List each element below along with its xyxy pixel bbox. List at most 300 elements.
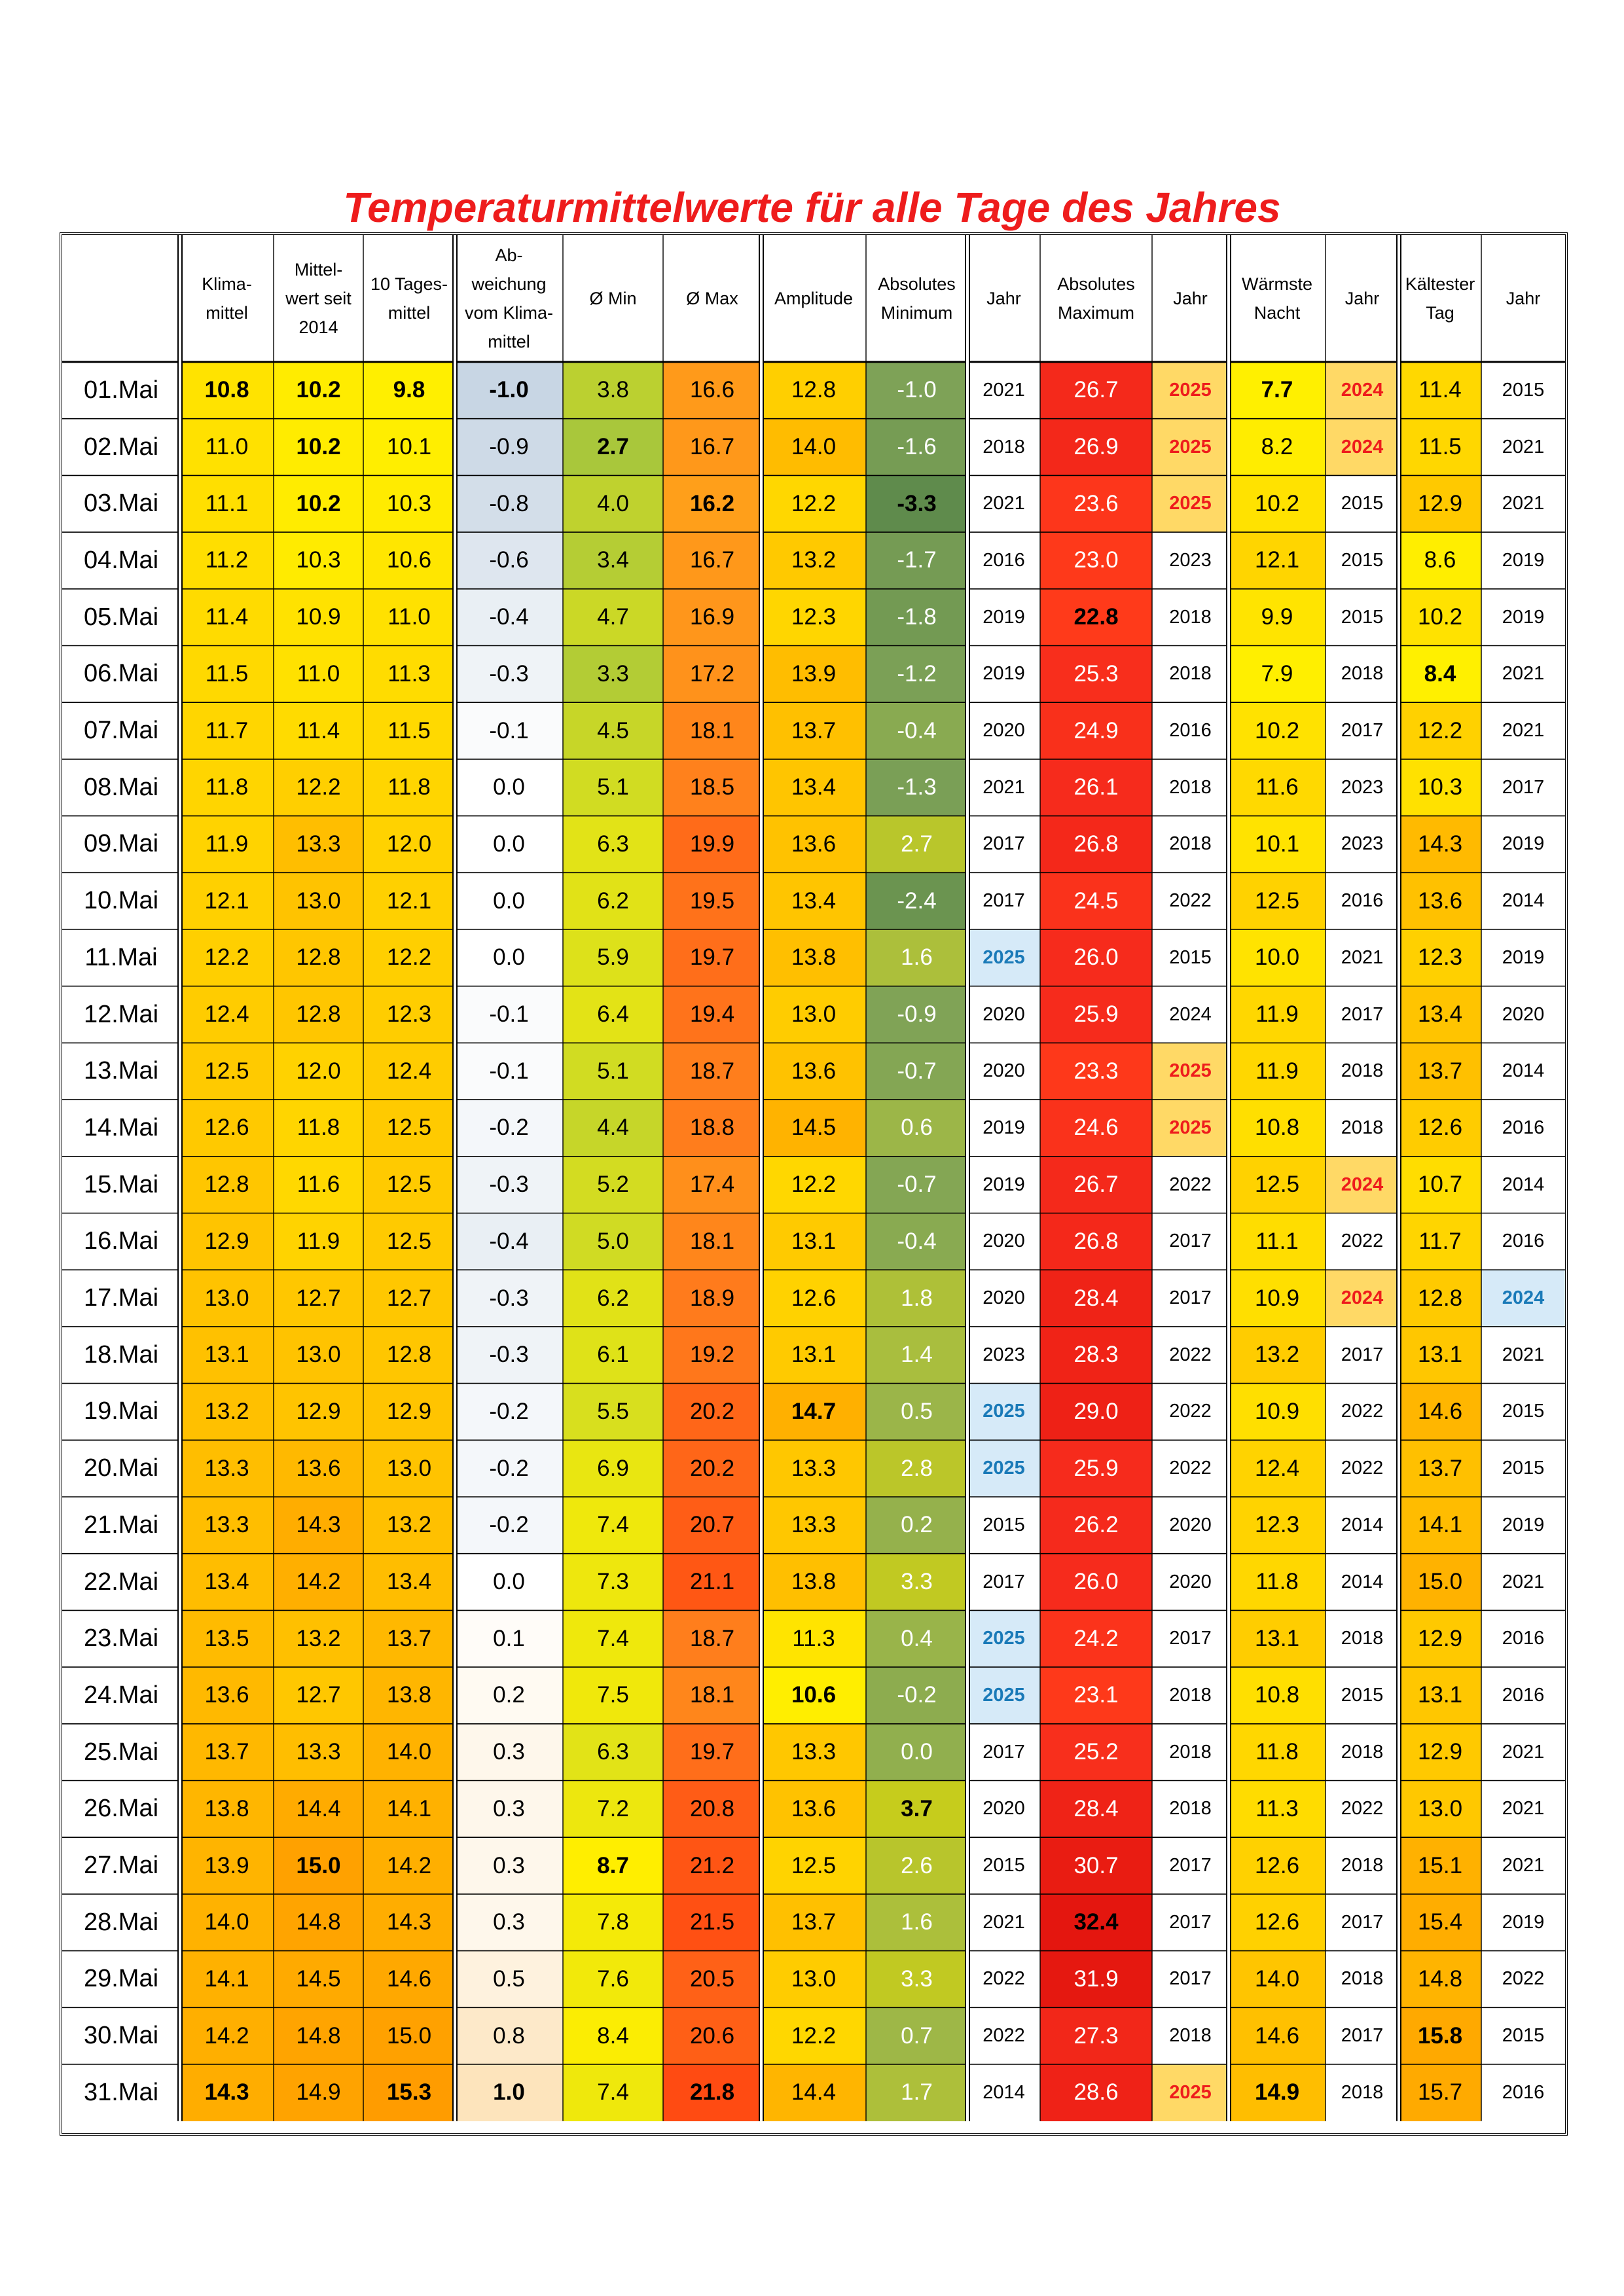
waermste-nacht-cell: 10.2 [1229,475,1326,532]
warm-jahr-cell: 2022 [1326,1781,1399,1838]
absmin-jahr-cell: 2016 [967,532,1040,589]
waermste-nacht-cell: 10.0 [1229,929,1326,986]
tagesmittel-10-cell: 12.9 [363,1384,455,1441]
tagesmittel-10-cell: 10.1 [363,419,455,476]
warm-jahr-cell: 2014 [1326,1497,1399,1554]
date-cell: 30.Mai [62,2007,180,2064]
abweichung-cell: -0.3 [455,1327,563,1384]
klimamittel-cell: 13.2 [180,1384,274,1441]
abweichung-cell: -0.3 [455,1270,563,1327]
absolutes-maximum-cell: 22.8 [1040,589,1152,646]
absmin-jahr-cell: 2025 [967,929,1040,986]
absolutes-minimum-cell: -0.2 [866,1667,967,1724]
tagesmittel-10-cell: 12.3 [363,986,455,1043]
abweichung-cell: 0.0 [455,1554,563,1611]
absmax-jahr-cell: 2022 [1152,872,1229,929]
absolutes-minimum-cell: 1.8 [866,1270,967,1327]
waermste-nacht-cell: 7.7 [1229,362,1326,419]
absolutes-maximum-cell: 23.3 [1040,1043,1152,1100]
waermste-nacht-cell: 13.1 [1229,1610,1326,1667]
min-cell: 4.4 [563,1100,663,1157]
kalt-jahr-cell: 2021 [1481,419,1565,476]
amplitude-cell: 13.6 [761,1781,866,1838]
klimamittel-cell: 13.9 [180,1837,274,1894]
absolutes-minimum-cell: -0.4 [866,702,967,759]
kaeltester-tag-cell: 12.3 [1399,929,1481,986]
date-cell: 13.Mai [62,1043,180,1100]
max-cell: 20.5 [663,1951,761,2008]
max-cell: 18.8 [663,1100,761,1157]
max-cell: 19.9 [663,816,761,873]
date-cell: 10.Mai [62,872,180,929]
klimamittel-cell: 13.7 [180,1724,274,1781]
kaeltester-tag-cell: 12.2 [1399,702,1481,759]
waermste-nacht-cell: 7.9 [1229,646,1326,703]
amplitude-cell: 13.7 [761,1894,866,1951]
waermste-nacht-cell: 12.5 [1229,1157,1326,1213]
max-cell: 19.7 [663,1724,761,1781]
absolutes-minimum-cell: 0.4 [866,1610,967,1667]
kalt-jahr-cell: 2022 [1481,1951,1565,2008]
amplitude-cell: 12.2 [761,1157,866,1213]
kalt-jahr-cell: 2016 [1481,1213,1565,1270]
min-header: Ø Min [563,235,663,362]
waermste-nacht-cell: 14.9 [1229,2064,1326,2121]
waermste-nacht-header: Wärmste Nacht [1229,235,1326,362]
kaeltester-tag-cell: 8.6 [1399,532,1481,589]
absmax-jahr-cell: 2018 [1152,816,1229,873]
absmax-jahr-cell: 2025 [1152,419,1229,476]
abweichung-cell: 0.0 [455,929,563,986]
kaeltester-tag-cell: 13.7 [1399,1440,1481,1497]
date-cell: 23.Mai [62,1610,180,1667]
absmax-jahr-cell: 2022 [1152,1157,1229,1213]
absmin-jahr-cell: 2021 [967,475,1040,532]
absolutes-maximum-cell: 25.9 [1040,986,1152,1043]
max-cell: 16.7 [663,532,761,589]
warm-jahr-cell: 2017 [1326,702,1399,759]
absmax-jahr-cell: 2025 [1152,362,1229,419]
mittelwert-2014-cell: 11.9 [274,1213,363,1270]
absolutes-minimum-cell: 0.6 [866,1100,967,1157]
date-cell: 29.Mai [62,1951,180,2008]
max-cell: 16.9 [663,589,761,646]
kalt-jahr-cell: 2019 [1481,1497,1565,1554]
absolutes-minimum-cell: 1.7 [866,2064,967,2121]
mittelwert-2014-cell: 14.9 [274,2064,363,2121]
absmax-jahr-cell: 2018 [1152,1781,1229,1838]
tagesmittel-10-cell: 13.2 [363,1497,455,1554]
abweichung-cell: -0.1 [455,1043,563,1100]
absmin-jahr-cell: 2025 [967,1384,1040,1441]
klimamittel-header: Klima- mittel [180,235,274,362]
absmax-jahr-cell: 2018 [1152,646,1229,703]
absolutes-minimum-cell: -0.4 [866,1213,967,1270]
absolutes-minimum-cell: 3.7 [866,1781,967,1838]
absmax-jahr-cell: 2017 [1152,1610,1229,1667]
date-cell: 20.Mai [62,1440,180,1497]
tagesmittel-10-cell: 13.4 [363,1554,455,1611]
absolutes-minimum-cell: -0.7 [866,1157,967,1213]
max-cell: 21.1 [663,1554,761,1611]
tagesmittel-10-cell: 11.3 [363,646,455,703]
max-cell: 21.5 [663,1894,761,1951]
min-cell: 5.5 [563,1384,663,1441]
min-cell: 6.3 [563,816,663,873]
mittelwert-2014-cell: 14.8 [274,2007,363,2064]
absmax-jahr-cell: 2018 [1152,1667,1229,1724]
tagesmittel-10-cell: 12.5 [363,1157,455,1213]
tagesmittel-10-cell: 9.8 [363,362,455,419]
absolutes-minimum-cell: -1.6 [866,419,967,476]
mittelwert-2014-cell: 10.2 [274,419,363,476]
mittelwert-2014-cell: 12.7 [274,1667,363,1724]
min-cell: 5.1 [563,1043,663,1100]
amplitude-cell: 12.2 [761,2007,866,2064]
absolutes-maximum-cell: 25.3 [1040,646,1152,703]
absmax-jahr-cell: 2015 [1152,929,1229,986]
max-cell: 18.9 [663,1270,761,1327]
warm-jahr-cell: 2014 [1326,1554,1399,1611]
amplitude-cell: 13.0 [761,986,866,1043]
kaeltester-tag-cell: 15.0 [1399,1554,1481,1611]
kaeltester-tag-cell: 12.6 [1399,1100,1481,1157]
kaeltester-tag-cell: 14.1 [1399,1497,1481,1554]
absmax-jahr-cell: 2020 [1152,1497,1229,1554]
amplitude-cell: 12.5 [761,1837,866,1894]
absmax-jahr-cell: 2020 [1152,1554,1229,1611]
date-cell: 06.Mai [62,646,180,703]
kalt-jahr-cell: 2014 [1481,872,1565,929]
tagesmittel-10-cell: 13.7 [363,1610,455,1667]
absmax-jahr-cell: 2016 [1152,702,1229,759]
absolutes-maximum-cell: 26.8 [1040,1213,1152,1270]
max-cell: 18.7 [663,1610,761,1667]
date-cell: 01.Mai [62,362,180,419]
waermste-nacht-cell: 12.1 [1229,532,1326,589]
absolutes-maximum-cell: 28.4 [1040,1781,1152,1838]
waermste-nacht-cell: 11.6 [1229,759,1326,816]
absolutes-maximum-cell: 26.0 [1040,1554,1152,1611]
absolutes-minimum-cell: 1.4 [866,1327,967,1384]
absmax-jahr-cell: 2025 [1152,2064,1229,2121]
amplitude-cell: 13.0 [761,1951,866,2008]
date-cell: 16.Mai [62,1213,180,1270]
waermste-nacht-cell: 11.8 [1229,1554,1326,1611]
amplitude-cell: 13.4 [761,872,866,929]
mittelwert-2014-cell: 10.2 [274,362,363,419]
kalt-jahr-cell: 2019 [1481,816,1565,873]
warm-jahr-cell: 2024 [1326,419,1399,476]
klimamittel-cell: 11.1 [180,475,274,532]
date-cell: 02.Mai [62,419,180,476]
date-cell: 11.Mai [62,929,180,986]
absmin-jahr-cell: 2025 [967,1667,1040,1724]
date-cell: 24.Mai [62,1667,180,1724]
page-title: Temperaturmittelwerte für alle Tage des Jahres [343,184,1281,231]
max-cell: 16.7 [663,419,761,476]
mittelwert-2014-cell: 14.3 [274,1497,363,1554]
date-header [62,235,180,362]
tagesmittel-10-cell: 11.8 [363,759,455,816]
min-cell: 7.4 [563,1610,663,1667]
warm-jahr-cell: 2017 [1326,986,1399,1043]
warm-jahr-cell: 2018 [1326,2064,1399,2121]
mittelwert-2014-cell: 13.3 [274,1724,363,1781]
absolutes-maximum-cell: 26.2 [1040,1497,1152,1554]
max-cell: 17.4 [663,1157,761,1213]
waermste-nacht-cell: 10.1 [1229,816,1326,873]
kalt-jahr-cell: 2014 [1481,1043,1565,1100]
tagesmittel-10-cell: 12.0 [363,816,455,873]
absmax-jahr-cell: 2017 [1152,1837,1229,1894]
min-cell: 6.9 [563,1440,663,1497]
absmin-jahr-cell: 2020 [967,702,1040,759]
tagesmittel-10-cell: 15.0 [363,2007,455,2064]
mittelwert-2014-cell: 15.0 [274,1837,363,1894]
tagesmittel-10-cell: 14.2 [363,1837,455,1894]
mittelwert-2014-cell: 12.8 [274,929,363,986]
amplitude-cell: 12.8 [761,362,866,419]
warm-jahr-cell: 2015 [1326,589,1399,646]
klimamittel-cell: 13.8 [180,1781,274,1838]
max-cell: 18.5 [663,759,761,816]
absolutes-maximum-header: Absolutes Maximum [1040,235,1152,362]
kaeltester-tag-cell: 13.4 [1399,986,1481,1043]
min-cell: 5.1 [563,759,663,816]
absolutes-minimum-cell: -0.9 [866,986,967,1043]
min-cell: 8.4 [563,2007,663,2064]
tagesmittel-10-cell: 11.5 [363,702,455,759]
klimamittel-cell: 11.4 [180,589,274,646]
mittelwert-2014-cell: 13.6 [274,1440,363,1497]
absmin-jahr-cell: 2015 [967,1837,1040,1894]
absmax-jahr-cell: 2025 [1152,1043,1229,1100]
abweichung-cell: -0.4 [455,1213,563,1270]
warm-jahr-cell: 2018 [1326,1610,1399,1667]
min-cell: 6.2 [563,1270,663,1327]
max-cell: 20.2 [663,1440,761,1497]
abweichung-cell: 0.0 [455,816,563,873]
kaeltester-tag-cell: 10.3 [1399,759,1481,816]
min-cell: 7.2 [563,1781,663,1838]
absolutes-maximum-cell: 26.7 [1040,1157,1152,1213]
abweichung-cell: -0.8 [455,475,563,532]
kalt-jahr-cell: 2024 [1481,1270,1565,1327]
warm-jahr-cell: 2018 [1326,1951,1399,2008]
amplitude-cell: 14.5 [761,1100,866,1157]
mittelwert-2014-cell: 10.2 [274,475,363,532]
tagesmittel-10-cell: 12.8 [363,1327,455,1384]
absmin-jahr-cell: 2014 [967,2064,1040,2121]
absmax-jahr-cell: 2024 [1152,986,1229,1043]
absolutes-minimum-cell: -2.4 [866,872,967,929]
date-cell: 28.Mai [62,1894,180,1951]
tagesmittel-10-cell: 14.1 [363,1781,455,1838]
absolutes-maximum-cell: 25.9 [1040,1440,1152,1497]
kaeltester-tag-cell: 12.9 [1399,1724,1481,1781]
waermste-nacht-cell: 11.9 [1229,986,1326,1043]
mittelwert-2014-cell: 14.4 [274,1781,363,1838]
absolutes-minimum-cell: -1.2 [866,646,967,703]
klimamittel-cell: 12.1 [180,872,274,929]
min-cell: 3.8 [563,362,663,419]
kaeltester-tag-cell: 12.9 [1399,475,1481,532]
absmax-jahr-cell: 2022 [1152,1327,1229,1384]
absmin-jahr-cell: 2017 [967,872,1040,929]
waermste-nacht-cell: 10.2 [1229,702,1326,759]
kalt-jahr-cell: 2015 [1481,1440,1565,1497]
date-cell: 07.Mai [62,702,180,759]
klimamittel-cell: 14.0 [180,1894,274,1951]
min-cell: 7.4 [563,2064,663,2121]
waermste-nacht-cell: 14.6 [1229,2007,1326,2064]
amplitude-cell: 13.3 [761,1724,866,1781]
kalt-jahr-cell: 2015 [1481,1384,1565,1441]
klimamittel-cell: 13.0 [180,1270,274,1327]
absmax-jahr-cell: 2022 [1152,1384,1229,1441]
amplitude-header: Amplitude [761,235,866,362]
waermste-nacht-cell: 13.2 [1229,1327,1326,1384]
max-cell: 19.4 [663,986,761,1043]
amplitude-cell: 13.7 [761,702,866,759]
mittelwert-2014-cell: 12.2 [274,759,363,816]
amplitude-cell: 12.2 [761,475,866,532]
absolutes-minimum-cell: 3.3 [866,1554,967,1611]
mittelwert-2014-cell: 14.5 [274,1951,363,2008]
abweichung-cell: -0.3 [455,646,563,703]
amplitude-cell: 13.6 [761,1043,866,1100]
waermste-nacht-cell: 14.0 [1229,1951,1326,2008]
tagesmittel-10-cell: 13.0 [363,1440,455,1497]
min-cell: 6.3 [563,1724,663,1781]
date-cell: 04.Mai [62,532,180,589]
absolutes-maximum-cell: 24.5 [1040,872,1152,929]
absmin-jahr-cell: 2020 [967,1213,1040,1270]
klimamittel-cell: 11.8 [180,759,274,816]
min-cell: 3.3 [563,646,663,703]
abweichung-cell: 0.3 [455,1781,563,1838]
absolutes-maximum-cell: 24.2 [1040,1610,1152,1667]
absolutes-minimum-cell: 1.6 [866,929,967,986]
min-cell: 6.4 [563,986,663,1043]
klimamittel-cell: 14.1 [180,1951,274,2008]
warm-jahr-cell: 2024 [1326,1157,1399,1213]
kalt-jahr-cell: 2020 [1481,986,1565,1043]
max-cell: 19.7 [663,929,761,986]
abweichung-cell: 0.5 [455,1951,563,2008]
klimamittel-cell: 12.8 [180,1157,274,1213]
max-cell: 19.2 [663,1327,761,1384]
absmin-jahr-cell: 2017 [967,1724,1040,1781]
tagesmittel-10-header: 10 Tages- mittel [363,235,455,362]
abweichung-cell: 0.3 [455,1894,563,1951]
max-cell: 16.2 [663,475,761,532]
kalt-jahr-cell: 2016 [1481,1667,1565,1724]
date-cell: 17.Mai [62,1270,180,1327]
absmin-jahr-cell: 2019 [967,646,1040,703]
warm-jahr-cell: 2015 [1326,1667,1399,1724]
absmin-jahr-cell: 2020 [967,986,1040,1043]
amplitude-cell: 13.3 [761,1440,866,1497]
abweichung-cell: -0.1 [455,702,563,759]
min-cell: 5.2 [563,1157,663,1213]
absolutes-maximum-cell: 26.9 [1040,419,1152,476]
max-cell: 18.1 [663,1213,761,1270]
min-cell: 4.7 [563,589,663,646]
amplitude-cell: 14.4 [761,2064,866,2121]
abweichung-cell: -0.2 [455,1100,563,1157]
absolutes-maximum-cell: 28.3 [1040,1327,1152,1384]
klimamittel-cell: 14.3 [180,2064,274,2121]
absmax-jahr-cell: 2017 [1152,1270,1229,1327]
absolutes-maximum-cell: 28.4 [1040,1270,1152,1327]
kalt-jahr-cell: 2021 [1481,1781,1565,1838]
waermste-nacht-cell: 10.9 [1229,1270,1326,1327]
date-cell: 09.Mai [62,816,180,873]
amplitude-cell: 11.3 [761,1610,866,1667]
absolutes-maximum-cell: 32.4 [1040,1894,1152,1951]
abweichung-cell: 0.8 [455,2007,563,2064]
abweichung-cell: 0.1 [455,1610,563,1667]
absolutes-maximum-cell: 30.7 [1040,1837,1152,1894]
date-cell: 22.Mai [62,1554,180,1611]
absolutes-minimum-cell: -3.3 [866,475,967,532]
max-cell: 18.1 [663,702,761,759]
abweichung-cell: -0.9 [455,419,563,476]
warm-jahr-cell: 2024 [1326,362,1399,419]
klimamittel-cell: 13.5 [180,1610,274,1667]
waermste-nacht-cell: 8.2 [1229,419,1326,476]
date-cell: 19.Mai [62,1384,180,1441]
warm-jahr-cell: 2023 [1326,759,1399,816]
kalt-jahr-cell: 2021 [1481,1327,1565,1384]
max-header: Ø Max [663,235,761,362]
kalt-jahr-cell: 2015 [1481,362,1565,419]
abweichung-cell: -0.2 [455,1440,563,1497]
absmax-jahr-cell: 2025 [1152,475,1229,532]
absmin-jahr-cell: 2019 [967,1100,1040,1157]
absmin-jahr-cell: 2023 [967,1327,1040,1384]
absmin-jahr-cell: 2021 [967,1894,1040,1951]
klimamittel-cell: 12.9 [180,1213,274,1270]
amplitude-cell: 13.1 [761,1213,866,1270]
warm-jahr-cell: 2016 [1326,872,1399,929]
kaeltester-tag-cell: 14.8 [1399,1951,1481,2008]
mittelwert-2014-cell: 11.4 [274,702,363,759]
kaeltester-tag-cell: 13.1 [1399,1667,1481,1724]
absolutes-minimum-cell: 2.7 [866,816,967,873]
absolutes-minimum-cell: 0.0 [866,1724,967,1781]
warm-jahr-cell: 2022 [1326,1213,1399,1270]
min-cell: 5.0 [563,1213,663,1270]
klimamittel-cell: 13.3 [180,1440,274,1497]
klimamittel-cell: 11.0 [180,419,274,476]
kalt-jahr-header: Jahr [1481,235,1565,362]
absmax-jahr-cell: 2022 [1152,1440,1229,1497]
kaeltester-tag-cell: 15.4 [1399,1894,1481,1951]
klimamittel-cell: 12.4 [180,986,274,1043]
warm-jahr-cell: 2023 [1326,816,1399,873]
abweichung-cell: 1.0 [455,2064,563,2121]
mittelwert-2014-cell: 12.7 [274,1270,363,1327]
abweichung-header: Ab- weichung vom Klima- mittel [455,235,563,362]
max-cell: 20.7 [663,1497,761,1554]
absmin-jahr-cell: 2019 [967,1157,1040,1213]
abweichung-cell: 0.3 [455,1837,563,1894]
absmin-jahr-cell: 2018 [967,419,1040,476]
max-cell: 20.6 [663,2007,761,2064]
